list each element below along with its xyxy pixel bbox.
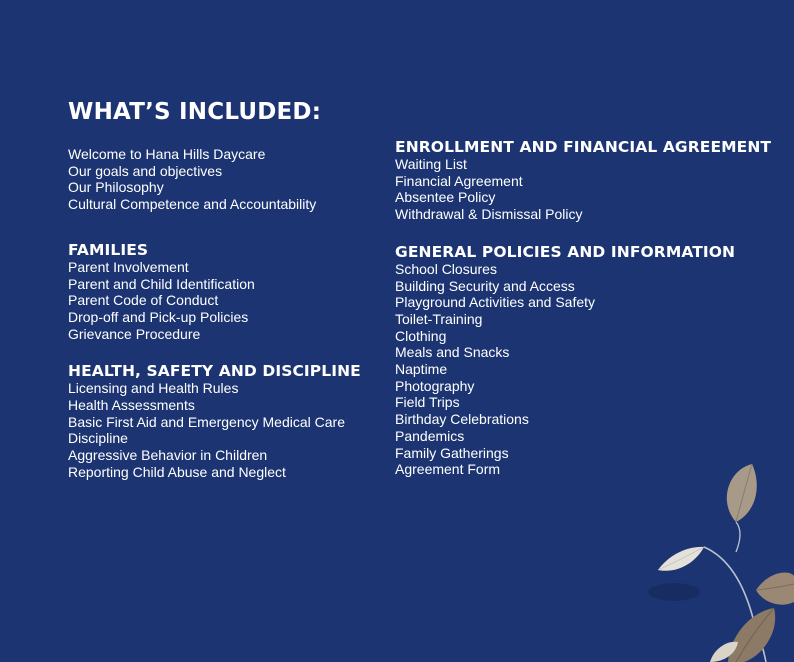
list-item: Our goals and objectives: [68, 162, 223, 179]
list-item: Welcome to Hana Hills Daycare: [68, 146, 266, 162]
list-item: Family Gatherings: [395, 444, 509, 461]
eucalyptus-leaves-image: [644, 452, 794, 662]
list-item: Field Trips: [395, 394, 460, 411]
health-section: [68, 362, 378, 480]
list-item: Aggressive Behavior in Children: [68, 447, 268, 464]
health-list: [68, 380, 378, 480]
leaf: [756, 573, 794, 605]
list-item: Our Philosophy: [68, 179, 164, 196]
list-item: Health Assessments: [68, 397, 195, 414]
list-item: Photography: [395, 377, 475, 394]
list-item: Parent and Child Identification: [68, 275, 255, 292]
list-item: Drop-off and Pick-up Policies: [68, 308, 249, 325]
list-item: Discipline: [68, 430, 128, 447]
leaf-stem: [736, 522, 740, 552]
list-item: Parent Involvement: [68, 258, 189, 275]
list-item: Playground Activities and Safety: [395, 294, 596, 311]
general-section: [395, 243, 775, 478]
leaf: [728, 608, 775, 662]
families-list: [68, 259, 378, 343]
list-item: Toilet-Training: [395, 310, 483, 327]
list-item: School Closures: [395, 260, 497, 277]
list-item: Building Security and Access: [395, 277, 575, 294]
list-item: Meals and Snacks: [395, 344, 510, 361]
list-item: Financial Agreement: [395, 172, 523, 189]
families-section: [68, 241, 378, 343]
list-item: Naptime: [395, 361, 448, 378]
right-column: [395, 138, 775, 498]
list-item: Parent Code of Conduct: [68, 292, 219, 309]
list-item: Clothing: [395, 327, 447, 344]
list-item: Licensing and Health Rules: [68, 380, 239, 397]
list-item: Withdrawal & Dismissal Policy: [395, 206, 583, 223]
intro-list: [68, 146, 378, 213]
list-item: Waiting List: [395, 156, 467, 172]
list-item: Grievance Procedure: [68, 325, 201, 342]
page-title: WHAT’S INCLUDED:: [68, 99, 322, 125]
enrollment-section: [395, 138, 775, 223]
leaf: [727, 464, 757, 522]
leaf-shadow: [648, 583, 700, 601]
list-item: Reporting Child Abuse and Neglect: [68, 463, 286, 480]
list-item: Pandemics: [395, 427, 465, 444]
enrollment-list: [395, 156, 775, 223]
list-item: Agreement Form: [395, 461, 501, 478]
general-list: [395, 261, 775, 478]
enrollment-heading: ENROLLMENT AND FINANCIAL AGREEMENT: [395, 138, 772, 156]
list-item: Cultural Competence and Accountability: [68, 196, 317, 213]
left-column: [68, 146, 378, 501]
list-item: Birthday Celebrations: [395, 411, 529, 428]
list-item: Basic First Aid and Emergency Medical Care: [68, 413, 345, 430]
families-heading: FAMILIES: [68, 240, 149, 259]
health-heading: HEALTH, SAFETY AND DISCIPLINE: [68, 362, 361, 381]
general-heading: GENERAL POLICIES AND INFORMATION: [395, 242, 736, 261]
list-item: Absentee Policy: [395, 189, 496, 206]
